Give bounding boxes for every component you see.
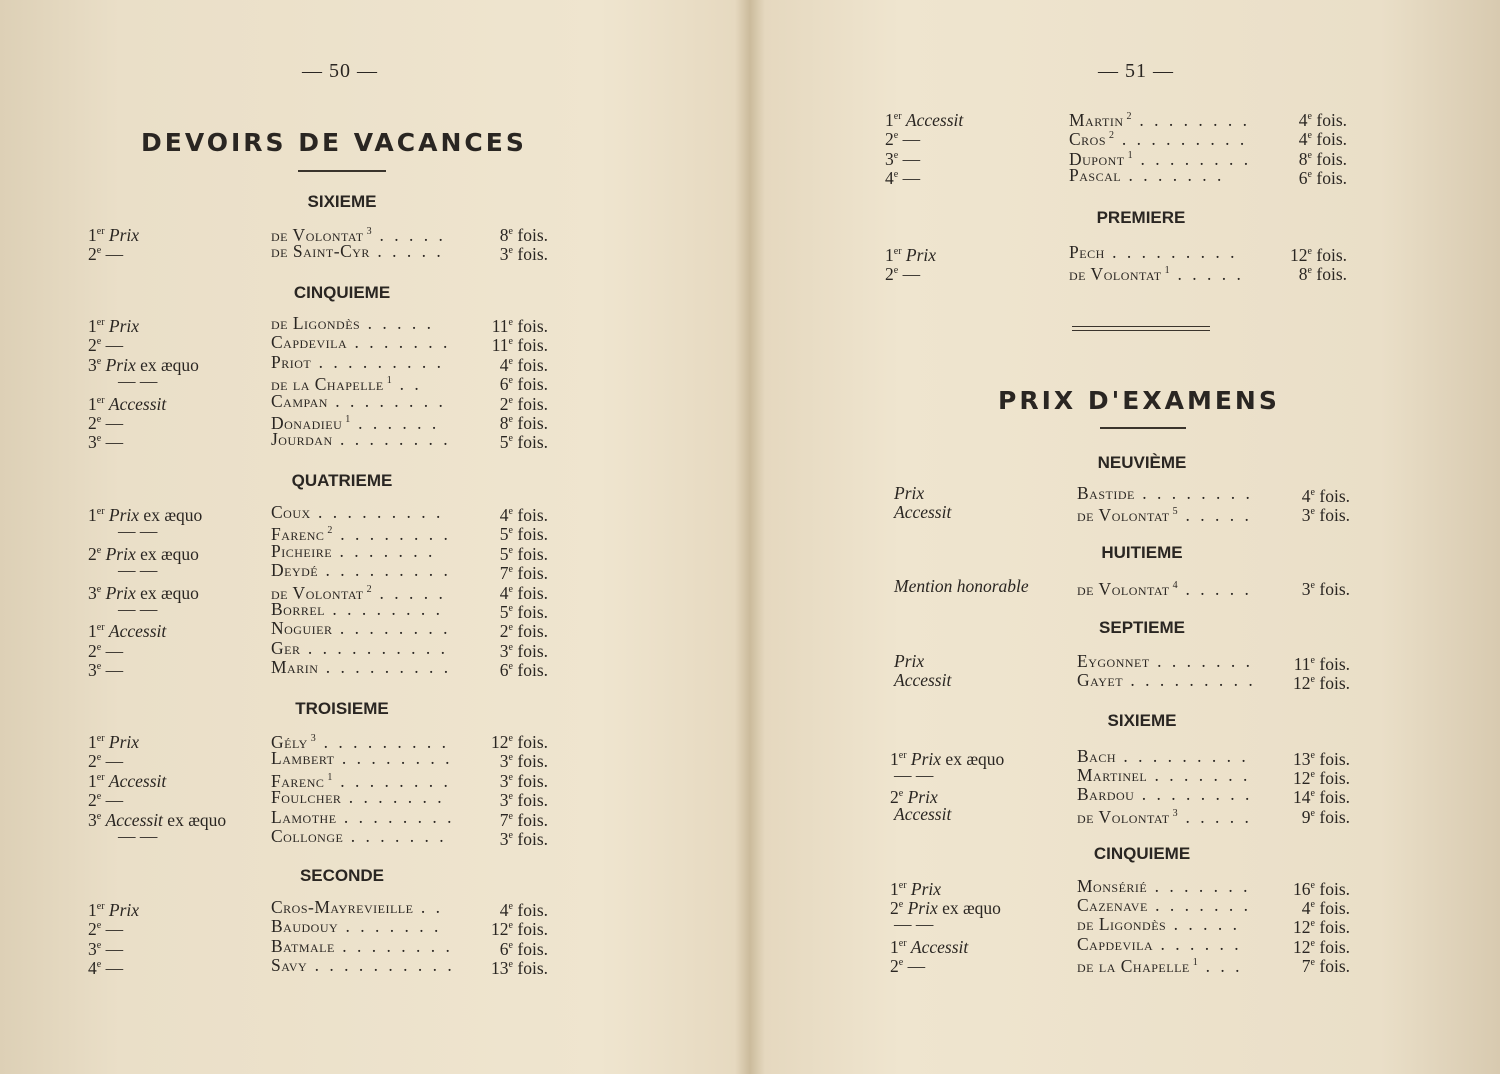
student-name: Lambert . . . . . . . .: [271, 748, 453, 769]
student-name: Cazenave . . . . . . .: [1077, 895, 1252, 916]
list-item: [890, 914, 1350, 938]
times-count: 3e fois.: [499, 770, 548, 791]
prize-rank: [894, 502, 951, 522]
times-count: 4e fois.: [499, 899, 548, 920]
prize-label: —: [907, 955, 926, 976]
list-item: [88, 580, 548, 603]
prize-rank: 2e —: [885, 264, 921, 285]
times-count: 12e fois.: [1293, 936, 1350, 957]
prize-rank: 1er Prix ex æquo: [88, 504, 203, 525]
prize-rank: 4e —: [88, 958, 124, 979]
class-heading: SECONDE: [299, 866, 385, 885]
title-rule: [1100, 427, 1186, 429]
list-item: [885, 126, 1347, 150]
list-item: [890, 670, 1350, 694]
student-name: Monsérié . . . . . . .: [1077, 876, 1251, 896]
times-count: 8e fois.: [1298, 264, 1347, 285]
times-count: 12e fois.: [491, 919, 548, 940]
list-item: [890, 746, 1350, 769]
prize-label: Accessit: [105, 809, 163, 830]
times-count: 4e fois.: [1301, 485, 1350, 506]
prize-rank: 3e Prix ex æquo: [88, 354, 199, 375]
list-item: [88, 429, 548, 453]
class-heading: NEUVIÈME: [1097, 453, 1187, 472]
times-count: 5e fois.: [499, 543, 548, 564]
student-name: de Volontat $^5$ . . . . .: [1077, 505, 1252, 526]
prize-rank: [894, 483, 924, 503]
prize-label: Prix: [105, 582, 136, 603]
list-item: [88, 560, 548, 584]
student-name: Lamothe . . . . . . . .: [271, 806, 455, 827]
list-item: [890, 576, 1350, 599]
times-count: 8e fois.: [499, 224, 548, 245]
list-item: [890, 483, 1350, 506]
prize-rank: 1er Accessit: [890, 936, 969, 957]
prize-rank: 2e Prix ex æquo: [890, 898, 1001, 919]
prize-label: Prix: [108, 731, 140, 752]
student-name: Gély $^3$ . . . . . . . . .: [271, 731, 450, 752]
student-name: Priot . . . . . . . . .: [271, 351, 444, 372]
student-name: Deydé . . . . . . . . .: [271, 560, 451, 581]
prize-label: — —: [118, 826, 158, 846]
class-heading: SEPTIEME: [1099, 618, 1185, 637]
prize-label: —: [105, 640, 124, 661]
prize-label: Accessit: [108, 770, 167, 791]
prize-label: Prix: [108, 899, 140, 920]
prize-rank: 2e —: [890, 955, 926, 976]
student-name: Martinel . . . . . . .: [1077, 765, 1251, 786]
list-item: [88, 521, 548, 545]
times-count: 4e fois.: [1301, 898, 1350, 919]
prize-rank: 4e —: [885, 168, 921, 189]
prize-rank: 3e Prix ex æquo: [88, 582, 199, 603]
prize-label: —: [105, 660, 124, 681]
times-count: 3e fois.: [1301, 505, 1350, 526]
prize-rank: 2e —: [88, 751, 124, 772]
prize-qualifier: ex æquo: [135, 543, 199, 564]
prize-label: — —: [118, 599, 158, 619]
list-item: [890, 765, 1350, 789]
prize-rank: 2e —: [88, 412, 124, 433]
prize-label: —: [105, 751, 124, 772]
times-count: 3e fois.: [1301, 578, 1350, 599]
prize-rank: [118, 560, 157, 580]
list-item: [88, 241, 548, 265]
prize-label: — —: [118, 560, 158, 581]
prize-rank: 2e —: [88, 790, 124, 811]
list-item: [88, 768, 548, 791]
prize-label: Prix: [108, 224, 140, 245]
prize-label: Accessit: [905, 109, 964, 130]
prize-rank: 3e —: [88, 938, 124, 959]
prize-rank: [894, 651, 924, 671]
times-count: 9e fois.: [1301, 806, 1350, 827]
student-name: Dupont $^1$ . . . . . . . .: [1069, 148, 1252, 169]
prize-rank: [894, 576, 1029, 596]
prize-rank: [894, 765, 933, 785]
list-item: [885, 261, 1347, 285]
prize-label: — —: [118, 521, 158, 542]
student-name: de Volontat $^1$ . . . . .: [1069, 264, 1244, 285]
prize-label: Prix: [907, 787, 938, 808]
student-name: Martin $^2$ . . . . . . . .: [1069, 109, 1251, 130]
times-count: 12e fois.: [1293, 673, 1350, 694]
prize-rank: 3e —: [885, 148, 921, 169]
list-item: [88, 729, 548, 752]
list-item: [88, 410, 548, 433]
list-item: [890, 876, 1350, 899]
times-count: 6e fois.: [499, 374, 548, 395]
prize-rank: 3e —: [88, 660, 124, 681]
list-item: [890, 895, 1350, 919]
times-count: 2e fois.: [499, 621, 548, 642]
list-item: [88, 826, 548, 849]
list-item: [885, 107, 1347, 130]
list-item: [88, 806, 548, 830]
list-item: [88, 313, 548, 336]
times-count: 5e fois.: [499, 601, 548, 622]
times-count: 4e fois.: [1298, 109, 1347, 130]
student-name: de Volontat $^3$ . . . . .: [1077, 806, 1252, 827]
times-count: 12e fois.: [1293, 917, 1350, 938]
prize-label: —: [105, 432, 124, 453]
student-name: Savy . . . . . . . . . .: [271, 955, 455, 976]
student-name: de Volontat $^2$ . . . . .: [271, 582, 446, 603]
student-name: Pech . . . . . . . . .: [1069, 242, 1238, 262]
list-item: [88, 955, 548, 979]
times-count: 6e fois.: [499, 938, 548, 959]
student-name: de Volontat $^3$ . . . . .: [271, 224, 446, 245]
prize-rank: [894, 914, 933, 934]
student-name: Cros $^2$ . . . . . . . . .: [1069, 129, 1248, 150]
prize-label: —: [105, 919, 124, 940]
prize-rank: [118, 599, 157, 619]
list-item: [885, 165, 1347, 189]
times-count: 12e fois.: [1293, 768, 1350, 789]
prize-label: —: [105, 938, 124, 959]
list-item: [885, 146, 1347, 169]
prize-label: Accessit: [108, 393, 167, 414]
times-count: 3e fois.: [499, 828, 548, 849]
prize-label: Accessit: [910, 936, 969, 957]
prize-rank: 2e Prix ex æquo: [88, 543, 199, 564]
prize-label: —: [105, 412, 124, 433]
times-count: 3e fois.: [499, 790, 548, 811]
prize-label: Accessit: [894, 502, 952, 523]
prize-qualifier: ex æquo: [162, 809, 227, 830]
prize-qualifier: ex æquo: [135, 582, 199, 603]
prize-label: Accessit: [108, 621, 167, 642]
list-item: [88, 540, 548, 564]
prize-label: Prix: [894, 483, 925, 503]
prize-label: Prix: [108, 315, 140, 336]
times-count: 8e fois.: [499, 412, 548, 433]
times-count: 7e fois.: [499, 809, 548, 830]
times-count: 11e fois.: [491, 335, 548, 356]
list-item: [88, 935, 548, 959]
prize-label: —: [902, 148, 921, 169]
student-name: Marin . . . . . . . . .: [271, 657, 452, 678]
title-rule: [298, 170, 386, 172]
times-count: 7e fois.: [499, 563, 548, 584]
list-item: [88, 332, 548, 356]
page-number: — 50 —: [302, 60, 378, 82]
prize-rank: [894, 804, 951, 824]
list-item: [88, 502, 548, 525]
prize-qualifier: ex æquo: [937, 898, 1001, 919]
student-name: Bastide . . . . . . . .: [1077, 483, 1253, 503]
prize-label: — —: [894, 914, 934, 935]
student-name: Bach . . . . . . . . .: [1077, 746, 1249, 766]
list-item: [890, 933, 1350, 957]
times-count: 4e fois.: [499, 504, 548, 525]
student-name: de la Chapelle $^1$ . . .: [1077, 955, 1243, 976]
prize-rank: 1er Prix: [885, 244, 937, 265]
prize-rank: 1er Accessit: [88, 770, 167, 791]
student-name: Batmale . . . . . . . .: [271, 935, 453, 956]
times-count: 4e fois.: [1298, 129, 1347, 150]
times-count: 6e fois.: [499, 660, 548, 681]
list-item: [890, 803, 1350, 827]
times-count: 12e fois.: [491, 731, 548, 752]
student-name: de Ligondès . . . . .: [1077, 914, 1240, 935]
student-name: Jourdan . . . . . . . .: [271, 429, 451, 450]
student-name: de Ligondès . . . . .: [271, 313, 434, 333]
list-item: [88, 787, 548, 811]
prize-rank: 3e Accessit ex æquo: [88, 809, 227, 830]
student-name: Borrel . . . . . . . .: [271, 599, 444, 619]
prize-label: Prix: [105, 354, 136, 375]
student-name: Farenc $^1$ . . . . . . . .: [271, 770, 451, 791]
times-count: 4e fois.: [499, 354, 548, 375]
class-heading: TROISIEME: [295, 699, 389, 718]
prize-label: Prix: [105, 543, 136, 564]
prize-label: —: [105, 244, 124, 265]
student-name: Pascal . . . . . . .: [1069, 165, 1225, 186]
list-item: [88, 222, 548, 245]
class-heading: HUITIEME: [1101, 543, 1183, 562]
times-count: 5e fois.: [499, 432, 548, 453]
student-name: Collonge . . . . . . .: [271, 826, 447, 846]
prize-rank: 1er Prix ex æquo: [890, 748, 1005, 769]
times-count: 13e fois.: [491, 958, 548, 979]
prize-rank: 1er Prix: [88, 899, 140, 920]
prize-qualifier: ex æquo: [135, 354, 199, 375]
list-item: [88, 637, 548, 661]
times-count: 13e fois.: [1293, 748, 1350, 769]
list-item: [890, 784, 1350, 808]
prize-label: Prix: [910, 878, 942, 899]
prize-rank: 1er Prix: [890, 878, 942, 899]
times-count: 8e fois.: [1298, 148, 1347, 169]
prize-label: —: [902, 129, 921, 150]
prize-rank: 1er Accessit: [885, 109, 964, 130]
list-item: [88, 351, 548, 375]
student-name: Picheire . . . . . . .: [271, 540, 436, 561]
list-item: [890, 953, 1350, 976]
prize-label: Prix: [905, 244, 937, 265]
prize-rank: [894, 670, 951, 690]
times-count: 5e fois.: [499, 524, 548, 545]
list-item: [890, 651, 1350, 674]
prize-label: —: [105, 958, 124, 979]
prize-label: Prix: [108, 504, 140, 525]
student-name: Capdevila . . . . . .: [1077, 933, 1242, 954]
prize-label: —: [105, 790, 124, 811]
list-item: [890, 502, 1350, 526]
prize-label: Accessit: [894, 803, 952, 824]
prize-qualifier: ex æquo: [139, 504, 203, 525]
list-item: [88, 371, 548, 395]
class-heading: CINQUIEME: [293, 283, 391, 302]
student-name: Coux . . . . . . . . .: [271, 502, 444, 522]
class-heading: CINQUIEME: [1093, 844, 1191, 863]
student-name: Baudouy . . . . . . .: [271, 916, 442, 937]
separator-rule: [1072, 326, 1210, 331]
times-count: 3e fois.: [499, 244, 548, 265]
student-name: Eygonnet . . . . . . .: [1077, 651, 1253, 671]
prize-label: —: [902, 168, 921, 189]
prize-rank: 3e —: [88, 432, 124, 453]
student-name: Campan . . . . . . . .: [271, 390, 446, 411]
list-item: [88, 599, 548, 622]
prize-label: Prix: [910, 748, 942, 769]
prize-rank: 2e —: [885, 129, 921, 150]
prize-rank: 2e —: [88, 640, 124, 661]
prize-rank: [118, 521, 157, 541]
list-item: [88, 916, 548, 940]
student-name: Noguier . . . . . . . .: [271, 618, 451, 639]
times-count: 11e fois.: [491, 315, 548, 336]
prize-label: —: [902, 264, 921, 285]
prize-label: Prix: [907, 898, 938, 919]
page-title: DEVOIRS DE VACANCES: [141, 128, 527, 157]
prize-qualifier: ex æquo: [941, 748, 1005, 769]
prize-label: Prix: [894, 651, 925, 671]
times-count: 3e fois.: [499, 751, 548, 772]
list-item: [885, 242, 1347, 265]
list-item: [88, 657, 548, 681]
student-name: de Saint-Cyr . . . . .: [271, 241, 444, 262]
list-item: [88, 748, 548, 772]
right-page: [752, 0, 1500, 1074]
left-page: [0, 0, 748, 1074]
student-name: Bardou . . . . . . . .: [1077, 784, 1253, 805]
prize-label: — —: [894, 765, 934, 786]
student-name: Capdevila . . . . . . .: [271, 332, 451, 353]
prize-rank: [118, 371, 157, 391]
prize-label: — —: [118, 371, 158, 392]
times-count: 12e fois.: [1290, 244, 1347, 265]
prize-rank: [118, 826, 157, 846]
class-heading: SIXIEME: [307, 192, 377, 211]
prize-rank: 1er Prix: [88, 315, 140, 336]
times-count: 14e fois.: [1293, 787, 1350, 808]
times-count: 6e fois.: [1298, 168, 1347, 189]
times-count: 3e fois.: [499, 640, 548, 661]
page-title: PRIX D'EXAMENS: [998, 386, 1280, 415]
prize-rank: 1er Accessit: [88, 621, 167, 642]
times-count: 2e fois.: [499, 393, 548, 414]
prize-rank: 1er Prix: [88, 731, 140, 752]
times-count: 4e fois.: [499, 582, 548, 603]
list-item: [88, 618, 548, 642]
prize-rank: 1er Prix: [88, 224, 140, 245]
student-name: Farenc $^2$ . . . . . . . .: [271, 524, 451, 545]
student-name: Foulcher . . . . . . .: [271, 787, 445, 808]
prize-rank: 2e —: [88, 244, 124, 265]
student-name: Donadieu $^1$ . . . . . .: [271, 412, 440, 433]
student-name: de la Chapelle $^1$ . .: [271, 374, 422, 395]
class-heading: QUATRIEME: [291, 471, 393, 490]
prize-label: Mention honorable: [894, 576, 1029, 596]
student-name: Gayet . . . . . . . . .: [1077, 670, 1256, 691]
prize-rank: 2e —: [88, 919, 124, 940]
times-count: 16e fois.: [1293, 878, 1350, 899]
class-heading: SIXIEME: [1107, 711, 1177, 730]
class-heading: PREMIERE: [1096, 208, 1186, 227]
student-name: de Volontat $^4$ . . . . .: [1077, 578, 1252, 599]
list-item: [88, 390, 548, 414]
prize-label: —: [105, 335, 124, 356]
prize-label: Accessit: [894, 670, 952, 691]
times-count: 11e fois.: [1293, 653, 1350, 674]
prize-rank: 1er Accessit: [88, 393, 167, 414]
prize-rank: 2e Prix: [890, 787, 938, 808]
prize-rank: 2e —: [88, 335, 124, 356]
page-number: — 51 —: [1098, 60, 1174, 82]
student-name: Cros-Mayrevieille . .: [271, 897, 443, 917]
student-name: Ger . . . . . . . . . .: [271, 637, 448, 658]
times-count: 7e fois.: [1301, 955, 1350, 976]
list-item: [88, 897, 548, 920]
